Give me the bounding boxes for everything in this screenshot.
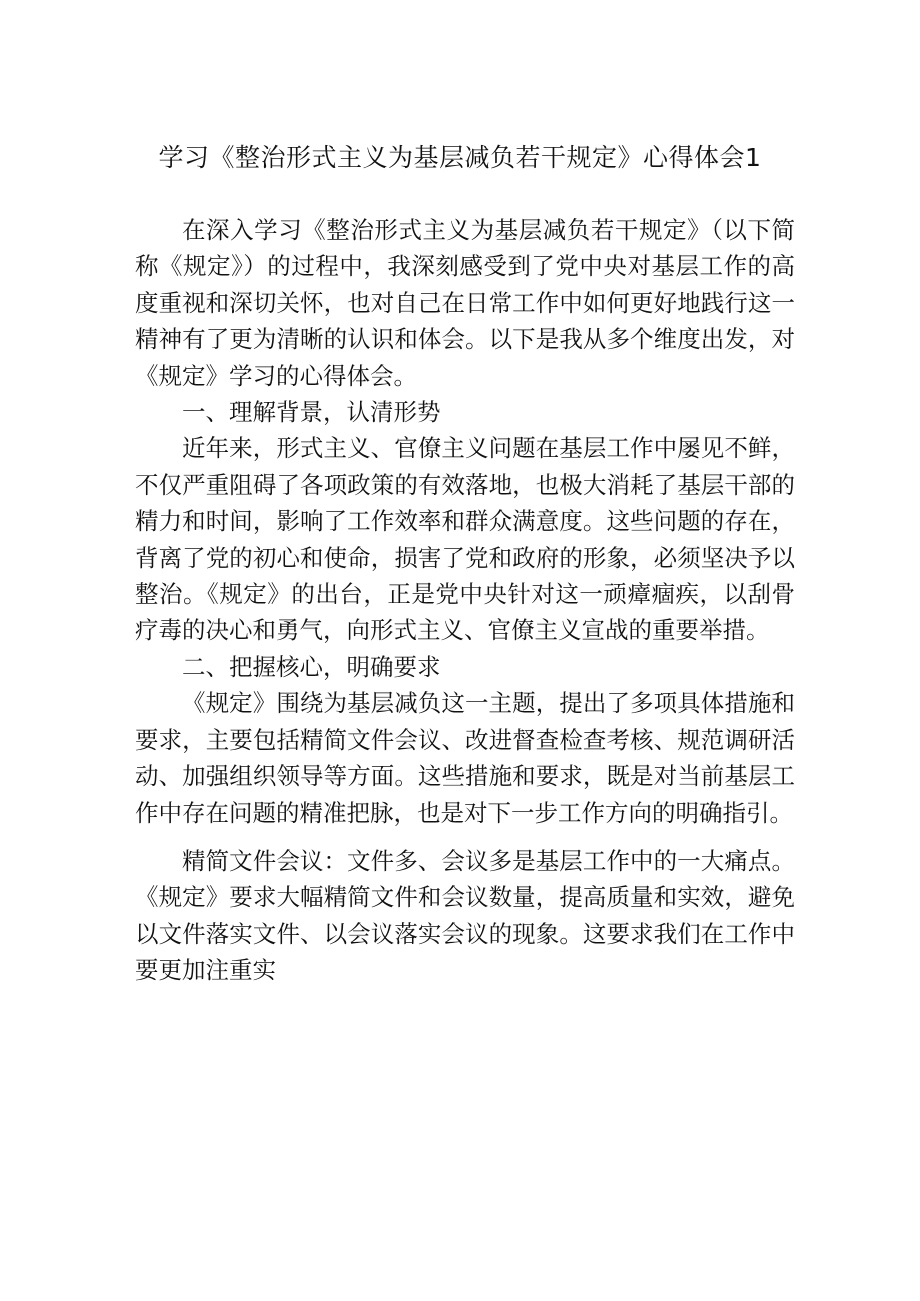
paragraph-intro: 在深入学习《整治形式主义为基层减负若干规定》（以下简称《规定》）的过程中，我深刻感受到了党中央对基层工作的高度重视和深切关怀，也对自己在日常工作中如何更好地践行这一精神有了更为清晰的认识和体会。以下是我从多个维度出发，对《规定》学习的心得体会。 xyxy=(135,216,795,390)
section-heading-1: 一、理解背景，认清形势 xyxy=(182,398,441,427)
paragraph-streamline-documents: 精简文件会议：文件多、会议多是基层工作中的一大痛点。《规定》要求大幅精简文件和会议数量，提高质量和实效，避免以文件落实文件、以会议落实会议的现象。这要求我们在工作中要更加注重实 xyxy=(135,846,795,985)
document-title: 学习《整治形式主义为基层减负若干规定》心得体会1 xyxy=(158,143,762,172)
paragraph-core-requirements: 《规定》围绕为基层减负这一主题，提出了多项具体措施和要求，主要包括精简文件会议、改进督查检查考核、规范调研活动、加强组织领导等方面。这些措施和要求，既是对当前基层工作中存在问题的精准把脉，也是对下一步工作方向的明确指引。 xyxy=(135,689,795,827)
document-body xyxy=(135,212,795,989)
paragraph-spacer xyxy=(135,831,795,843)
paragraph-background: 近年来，形式主义、官僚主义问题在基层工作中屡见不鲜，不仅严重阻碍了各项政策的有效落地，也极大消耗了基层干部的精力和时间，影响了工作效率和群众满意度。这些问题的存在，背离了党的初心和使命，损害了党和政府的形象，必须坚决予以整治。《规定》的出台，正是党中央针对这一顽瘴痼疾，以刮骨疗毒的决心和勇气，向形式主义、官僚主义宣战的重要举措。 xyxy=(135,434,795,645)
section-heading-2: 二、把握核心，明确要求 xyxy=(182,652,441,681)
